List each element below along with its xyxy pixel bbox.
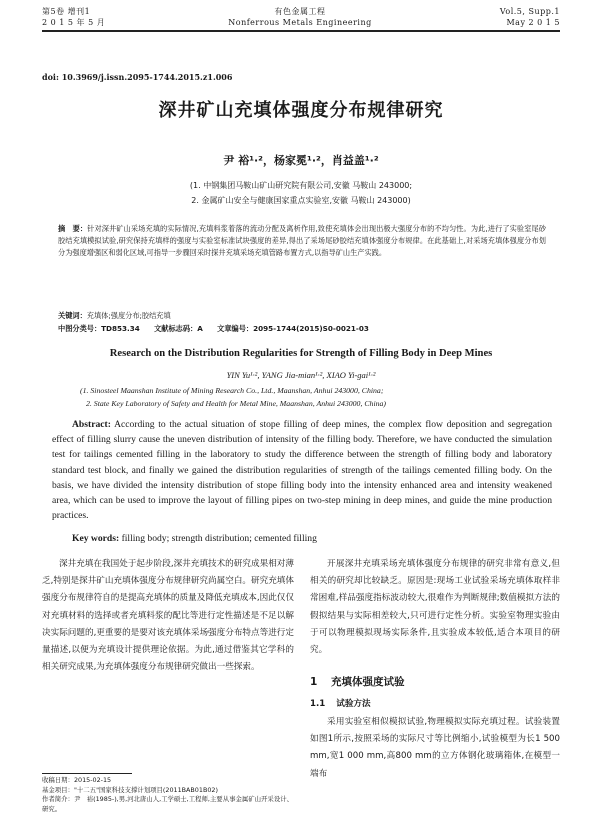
abstract-cn-label: 摘 要： [58,224,88,233]
journal-name-cn: 有色金属工程 [274,7,326,16]
right-column-paragraph-1: 开展深井充填采场充填体强度分布规律的研究非常有意义,但相关的研究却比较缺乏。原因是:现场工业试验采场充填体取样非常困难,样品强度指标波动较大,很难作为判断规律;数值模拟方法的假拟结果与实际相差较大,只可进行定性分析。实验室物理实验由于可以物理模拟现场实际条件,且实验成本较低,适合本项目的研究。 [310,559,560,656]
affiliation-cn-1: (1. 中钢集团马鞍山矿山研究院有限公司,安徽 马鞍山 243000; [189,181,413,190]
abstract-cn [58,223,546,259]
classification-cn: 中图分类号：TD853.34 文献标志码：A 文章编号：2095-1744(2015)S0-0021-03 [58,324,369,333]
authors-cn: 尹 裕¹·²，杨家冕¹·²，肖益盖¹·² [223,154,379,167]
footnote-fund: 基金项目："十二五"国家科技支撑计划项目(2011BAB01B02) [42,785,218,794]
affiliations-cn [42,178,560,208]
footnote-rule [42,773,132,774]
abstract-cn-text: 针对深井矿山采场充填的实际情况,充填料浆着落的流动分配及离析作用,致使充填体会出现出极大强度分布的不均匀性。为此,进行了实验室尾砂胶结充填模拟试验,研究保持充填样的强度与实验室标准试块强度的差异,得出了采场尾砂胶结充填体强度分布规律。在此基础上,对采场充填体强度分布划分为强度增强区和弱化区域,可指导一步骤回采时探井充填采场充填管路布置方式,以指导矿山生产实践。 [58,224,546,257]
keywords-en-text: filling body; strength distribution; cemented filling [119,533,317,544]
keywords-en [72,533,552,544]
keywords-cn-text: 充填体;强度分布;胶结充填 [86,311,171,320]
keywords-cn [58,310,546,322]
journal-date: 2 0 1 5 年 5 月 [42,18,106,27]
affiliation-en-2: 2. State Key Laboratory of Safety and Health for Metal Mine, Maanshan, Anhui 243000, China) [86,399,387,408]
abstract-en-text: According to the actual situation of stope filling of deep mines, the complex flow deposition and segregation effect of filling slurry cause the uneven distribution of intensity of the filling body. Therefore, we have conducted the simulation test for tailings cemented filling in the laboratory to study the difference between the strength of filling body and laboratory standard test block, and finally we gained the distribution regularities of strength of the tailings cemented filling body. On the basis, we have divided the intensity distribution of stope filling body into the intensity enhanced area and intensity weakened area, which can be used to improve the layout of filling pipes on two-step mining in deep mines, and guide the mine production practices. [52,419,552,522]
affiliation-en-1: (1. Sinosteel Maanshan Institute of Mining Research Co., Ltd., Maanshan, Anhui 243000, China; [80,386,384,395]
doi: doi: 10.3969/j.issn.2095-1744.2015.z1.006 [42,72,233,82]
subsection-heading [310,697,560,709]
affiliation-cn-2: 2. 金属矿山安全与健康国家重点实验室,安徽 马鞍山 243000) [191,196,411,205]
journal-name-en: Nonferrous Metals Engineering [228,18,372,27]
subsection-number: 1.1 [310,699,326,709]
abstract-en [52,417,552,523]
keywords-cn-label: 关键词： [58,311,87,320]
footnote-received: 收稿日期：2015-02-15 [42,776,112,784]
journal-volume: 第5卷 增刊1 [42,7,91,16]
right-column-paragraph-2: 采用实验室相似模拟试验,物理模拟实际充填过程。试验装置如图1所示,按照采场的实际尺寸等比例缩小,试验模型为长1 500 mm,宽1 000 mm,高800 mm的立方体钢化玻璃箱体,在模型一端布 [310,717,560,779]
journal-volume-en: Vol.5, Supp.1 [499,7,560,16]
left-column-paragraph: 深井充填在我国处于起步阶段,深井充填技术的研究成果相对薄乏,特别是探井矿山充填体强度分布规律研究尚属空白。研究充填体强度分布规律符自的是提高充填体的质量及降低充填成本,因此仅仅对充填材料的选择或者充填料浆的配比等进行定性描述是不足以解决实际问题的,更重要的是要对该充填体采场强度分布特点等进行定量描述,以便为充填设计提供理论依据。为此,通过借鉴其它学科的相关研究成果,为充填体强度分布规律研究做出一些探索。 [42,559,294,673]
footnote-author: 作者简介：尹 裕(1985-),男,河北唐山人,工学硕士,工程师,主要从事金属矿山开采设计、研究。 [42,795,293,813]
keywords-en-label: Key words: [72,533,120,544]
title-en: Research on the Distribution Regularities for Strength of Filling Body in Deep Mines [109,348,493,359]
header-rule [42,30,560,32]
affiliations-en [80,384,560,410]
authors-en: YIN Yu¹·², YANG Jia-mian¹·², XIAO Yi-gai¹·² [226,370,376,380]
section-heading [310,674,560,689]
section-number: 1 [310,676,318,688]
header-center [200,6,400,28]
section-title: 充填体强度试验 [330,676,405,688]
abstract-en-label: Abstract: [72,419,111,430]
journal-date-en: May 2 0 1 5 [506,18,560,27]
footnotes [42,776,296,814]
subsection-title: 试验方法 [336,699,371,709]
header-left [42,6,152,28]
header-right [440,6,560,28]
title-cn: 深井矿山充填体强度分布规律研究 [158,100,444,121]
